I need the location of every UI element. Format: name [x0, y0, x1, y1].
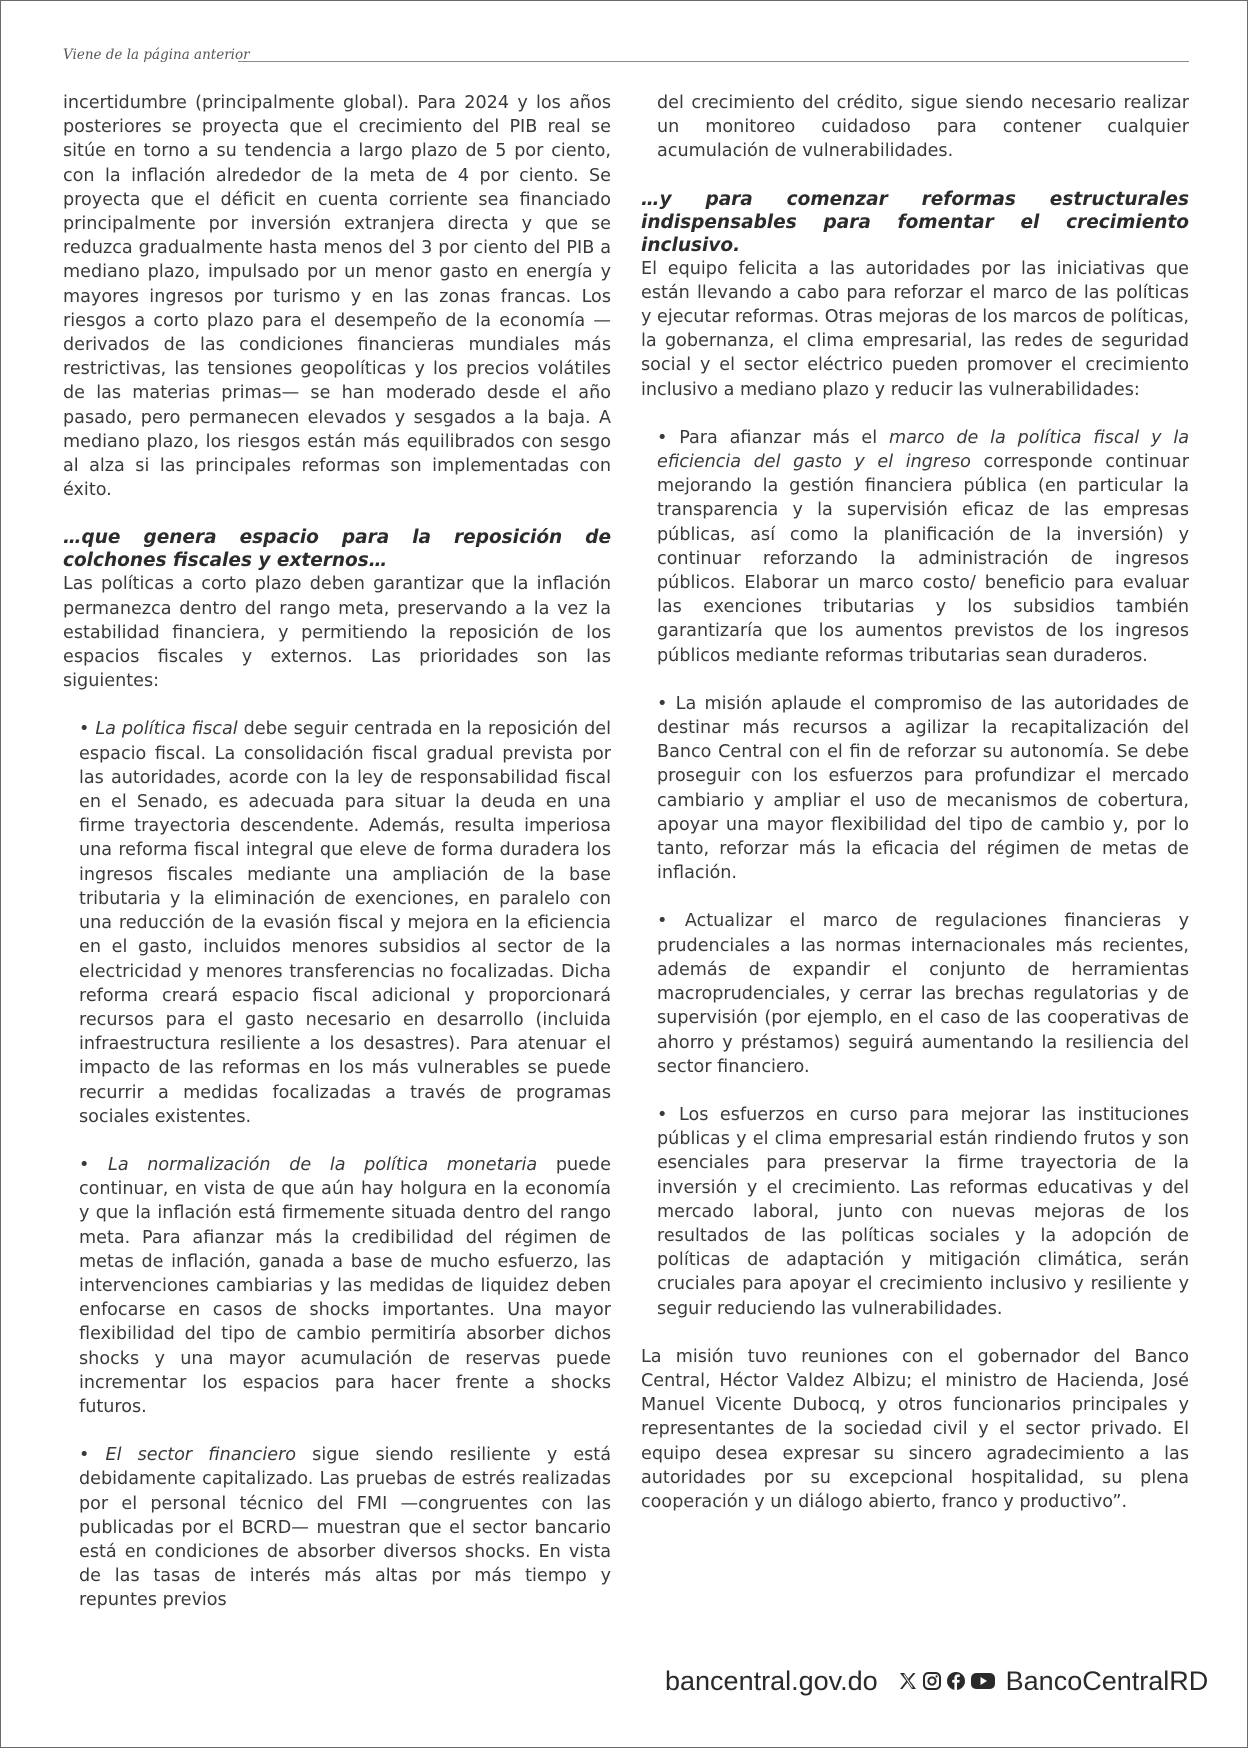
bullet-central-bank: • La misión aplaude el compromiso de las autoridades de destinar más recursos a agilizar la recapitalización del Banco Central con el fin de reforzar su autonomía. Se debe proseguir con los esfuerzos para profundizar el mercado cambiario y ampliar el uso de mecanismos de cobertura, apoyar una mayor flexibilidad del tipo de cambio y, por lo tanto, reforzar más la eficacia del régimen de metas de inflación.: [657, 693, 1189, 884]
facebook-icon[interactable]: [946, 1671, 966, 1691]
youtube-icon[interactable]: [970, 1671, 996, 1691]
social-icons: [898, 1671, 1000, 1691]
footer: [665, 1661, 1209, 1701]
header-rule: [238, 61, 1189, 62]
bullet-institutions: • Los esfuerzos en curso para mejorar las instituciones públicas y el clima empresarial están rindiendo frutos y son esenciales para preservar la firme trayectoria de la inversión y el crecimiento. Las reformas educativas y del mercado laboral, junto con nuevas mejoras de los resultados de las políticas sociales y la adopción de políticas de adaptación y mitigación climática, serán cruciales para apoyar el crecimiento inclusivo y resiliente y seguir reduciendo las vulnerabilidades.: [657, 1104, 1189, 1319]
bullet-lead: Para afianzar más el: [679, 427, 889, 448]
bullet-monetary-policy: • La normalización de la política monetaria puede continuar, en vista de que aún hay holgura en la economía y que la inflación está firmemente situada dentro del rango meta. Para afianzar más la credibilidad del régimen de metas de inflación, ganada a base de mucho esfuerzo, las intervenciones cambiarias y las medidas de liquidez deben enfocarse en casos de shocks importantes. Una mayor flexibilidad del tipo de cambio permitiría absorber dichos shocks y una mayor acumulación de reservas puede incrementar los espacios para hacer frente a shocks futuros.: [79, 1154, 611, 1417]
bullet-financial-regulation: • Actualizar el marco de regulaciones financieras y prudenciales a las normas internacionales más recientes, además de expandir el conjunto de herramientas macroprudenciales, y cerrar las brechas regulatorias y de supervisión (por ejemplo, en el caso de las cooperativas de ahorro y préstamos) seguirá aumentando la resiliencia del sector financiero.: [657, 911, 1189, 1077]
bullet-financial-sector: • El sector financiero sigue siendo resiliente y está debidamente capitalizado. Las pruebas de estrés realizadas por el personal técnico del FMI —congruentes con las publicadas por el BCRD— muestran que el sector bancario está en condiciones de absorber diversos shocks. En vista de las tasas de interés más altas por más tiempo y repuntes previos: [79, 1445, 611, 1611]
website-link[interactable]: bancentral.gov.do: [665, 1665, 878, 1696]
continuation-header: [63, 47, 1189, 67]
bullet-text: debe seguir centrada en la reposición del espacio fiscal. La consolidación fiscal gradual prevista por las autoridades, acorde con la ley de responsabilidad fiscal en el Senado, es adecuada para situar la deuda en una firme trayectoria descendente. Además, resulta imperiosa una reforma fiscal integral que eleve de forma duradera los ingresos fiscales mediante una ampliación de la base tributaria y la eliminación de exenciones, en paralelo con una reducción de la evasión fiscal y mejora en la eficiencia en el gasto, incluidos menores subsidios al sector de la electricidad y menores transferencias no focalizadas. Dicha reforma creará espacio fiscal adicional y proporcionará recursos para el gasto necesario en desarrollo (incluida infraestructura resiliente a los desastres). Para atenuar el impacto de las reformas en los más vulnerables se puede recurrir a medidas focalizadas a través de programas sociales existentes.: [79, 719, 612, 1127]
right-column: [641, 91, 1189, 1514]
bullet-emphasis: La política fiscal: [95, 719, 238, 740]
paragraph: incertidumbre (principalmente global). Para 2024 y los años posteriores se proyecta que el crecimiento del PIB real se sitúe en torno a su tendencia a largo plazo de 5 por ciento, con la inflación alrededor de la meta de 4 por ciento. Se proyecta que el déficit en cuenta corriente sea financiado principalmente por inversión extranjera directa y que se reduzca gradualmente hasta menos del 3 por ciento del PIB a mediano plazo, impulsado por un menor gasto en energía y mayores ingresos por turismo y en las zonas francas. Los riesgos a corto plazo para el desempeño de la economía —derivados de las condiciones financieras mundiales más restrictivas, las tensiones geopolíticas y los precios volátiles de las materias primas— se han moderado desde el año pasado, pero permanecen elevados y sesgados a la baja. A mediano plazo, los riesgos están más equilibrados con sesgo al alza si las principales reformas son implementadas con éxito.: [63, 93, 611, 501]
x-icon[interactable]: [898, 1671, 918, 1691]
bullet-fiscal-framework: • Para afianzar más el marco de la política fiscal y la eficiencia del gasto y el ingreso corresponde continuar mejorando la gestión financiera pública (en particular la transparencia y la supervisión eficaz de las empresas públicas, así como la planificación de la inversión) y continuar reforzando la administración de ingresos públicos. Elaborar un marco costo/ beneficio para evaluar las exenciones tributarias y los subsidios también garantizaría que los aumentos previstos de los ingresos públicos mediante reformas tributarias sean duraderos.: [657, 427, 1189, 666]
paragraph-continuation: del crecimiento del crédito, sigue siendo necesario realizar un monitoreo cuidadoso para contener cualquier acumulación de vulnerabilidades.: [657, 93, 1189, 162]
left-column: [63, 91, 611, 1613]
paragraph-closing: La misión tuvo reuniones con el gobernador del Banco Central, Héctor Valdez Albizu; el ministro de Hacienda, José Manuel Vicente Dubocq, y otros funcionarios principales y representantes de la sociedad civil y el sector privado. El equipo desea expresar su sincero agradecimiento a las autoridades por su excepcional hospitalidad, su plena cooperación y un diálogo abierto, franco y productivo”.: [641, 1346, 1189, 1512]
bullet-text: Actualizar el marco de regulaciones financieras y prudenciales a las normas internacionales más recientes, además de expandir el conjunto de herramientas macroprudenciales, y cerrar las brechas regulatorias y de supervisión (por ejemplo, en el caso de las cooperativas de ahorro y préstamos) seguirá aumentando la resiliencia del sector financiero.: [657, 911, 1189, 1077]
bullet-text: puede continuar, en vista de que aún hay holgura en la economía y que la inflación está firmemente situada dentro del rango meta. Para afianzar más la credibilidad del régimen de metas de inflación, ganada a base de mucho esfuerzo, las intervenciones cambiarias y las medidas de liquidez deben enfocarse en casos de shocks importantes. Una mayor flexibilidad del tipo de cambio permitiría absorber dichos shocks y una mayor acumulación de reservas puede incrementar los espacios para hacer frente a shocks futuros.: [79, 1154, 611, 1417]
paragraph: El equipo felicita a las autoridades por las iniciativas que están llevando a cabo para reforzar el marco de las políticas y ejecutar reformas. Otras mejoras de los marcos de políticas, la gobernanza, el clima empresarial, las redes de seguridad social y el sector eléctrico pueden promover el crecimiento inclusivo a mediano plazo y reducir las vulnerabilidades:: [641, 258, 1189, 400]
section-subheading: …y para comenzar reformas estructurales indispensables para fomentar el crecimiento inclusivo.: [641, 188, 1189, 256]
bullet-emphasis: La normalización de la política monetaria: [108, 1154, 538, 1175]
instagram-icon[interactable]: [922, 1671, 942, 1691]
paragraph: Las políticas a corto plazo deben garantizar que la inflación permanezca dentro del rango meta, preservando a la vez la estabilidad financiera, y permitiendo la reposición de los espacios fiscales y externos. Las prioridades son las siguientes:: [63, 574, 611, 692]
bullet-text: Los esfuerzos en curso para mejorar las instituciones públicas y el clima empresarial están rindiendo frutos y son esenciales para preservar la firme trayectoria de la inversión y el crecimiento. Las reformas educativas y del mercado laboral, junto con nuevas mejoras de los resultados de las políticas sociales y la adopción de políticas de adaptación y mitigación climática, serán cruciales para apoyar el crecimiento inclusivo y resiliente y seguir reduciendo las vulnerabilidades.: [657, 1104, 1189, 1319]
bullet-emphasis: marco de la política fiscal y la eficiencia del gasto y el ingreso: [657, 427, 1189, 473]
bullet-emphasis: El sector financiero: [105, 1445, 297, 1466]
bullet-text: sigue siendo resiliente y está debidamente capitalizado. Las pruebas de estrés realizadas por el personal técnico del FMI —congruentes con las publicadas por el BCRD— muestran que el sector bancario está en condiciones de absorber diversos shocks. En vista de las tasas de interés más altas por más tiempo y repuntes previos: [79, 1445, 611, 1611]
section-subheading: …que genera espacio para la reposición de colchones fiscales y externos…: [63, 527, 611, 572]
bullet-text: La misión aplaude el compromiso de las autoridades de destinar más recursos a agilizar la recapitalización del Banco Central con el fin de reforzar su autonomía. Se debe proseguir con los esfuerzos para profundizar el mercado cambiario y ampliar el uso de mecanismos de cobertura, apoyar una mayor flexibilidad del tipo de cambio y, por lo tanto, reforzar más la eficacia del régimen de metas de inflación.: [657, 693, 1189, 884]
bullet-fiscal-policy: • La política fiscal debe seguir centrada en la reposición del espacio fiscal. La consolidación fiscal gradual prevista por las autoridades, acorde con la ley de responsabilidad fiscal en el Senado, es adecuada para situar la deuda en una firme trayectoria descendente. Además, resulta imperiosa una reforma fiscal integral que eleve de forma duradera los ingresos fiscales mediante una ampliación de la base tributaria y la eliminación de exenciones, en paralelo con una reducción de la evasión fiscal y mejora en la eficiencia en el gasto, incluidos menores subsidios al sector de la electricidad y menores transferencias no focalizadas. Dicha reforma creará espacio fiscal adicional y proporcionará recursos para el gasto necesario en desarrollo (incluida infraestructura resiliente a los desastres). Para atenuar el impacto de las reformas en los más vulnerables se puede recurrir a medidas focalizadas a través de programas sociales existentes.: [79, 719, 612, 1127]
continuation-label: Viene de la página anterior: [63, 47, 250, 63]
bullet-text: corresponde continuar mejorando la gestión financiera pública (en particular la transparencia y la supervisión eficaz de las empresas públicas, así como la planificación de la inversión) y continuar reforzando la administración de ingresos públicos. Elaborar un marco costo/ beneficio para evaluar las exenciones tributarias y los subsidios también garantizaría que los aumentos previstos de los ingresos públicos mediante reformas tributarias sean duraderos.: [657, 452, 1189, 666]
social-handle[interactable]: BancoCentralRD: [1005, 1665, 1209, 1696]
